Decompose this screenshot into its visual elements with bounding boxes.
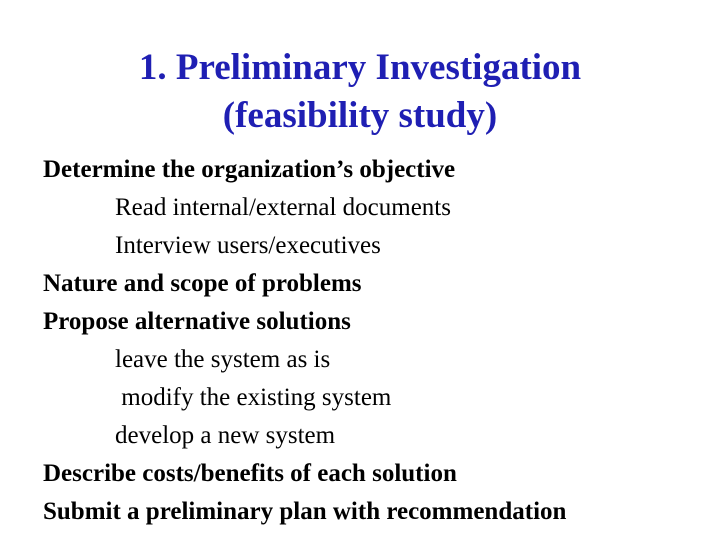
sub-bullet-leave-system: leave the system as is xyxy=(115,346,331,373)
slide-title xyxy=(0,44,720,140)
sub-bullet-develop-system: develop a new system xyxy=(115,422,336,449)
sub-bullet-modify-system: modify the existing system xyxy=(115,384,392,411)
bullet-nature-scope: Nature and scope of problems xyxy=(43,270,362,297)
slide-title-line-2: (feasibility study) xyxy=(222,95,498,136)
sub-bullet-read-documents: Read internal/external documents xyxy=(115,194,451,221)
sub-bullet-interview-users: Interview users/executives xyxy=(115,232,381,259)
bullet-costs-benefits: Describe costs/benefits of each solution xyxy=(43,460,457,487)
bullet-submit-plan: Submit a preliminary plan with recommendation xyxy=(43,498,567,525)
bullet-list xyxy=(43,151,713,531)
bullet-propose-solutions: Propose alternative solutions xyxy=(43,308,351,335)
bullet-determine-objective: Determine the organization’s objective xyxy=(43,156,456,183)
slide-title-line-1: 1. Preliminary Investigation xyxy=(138,47,582,88)
